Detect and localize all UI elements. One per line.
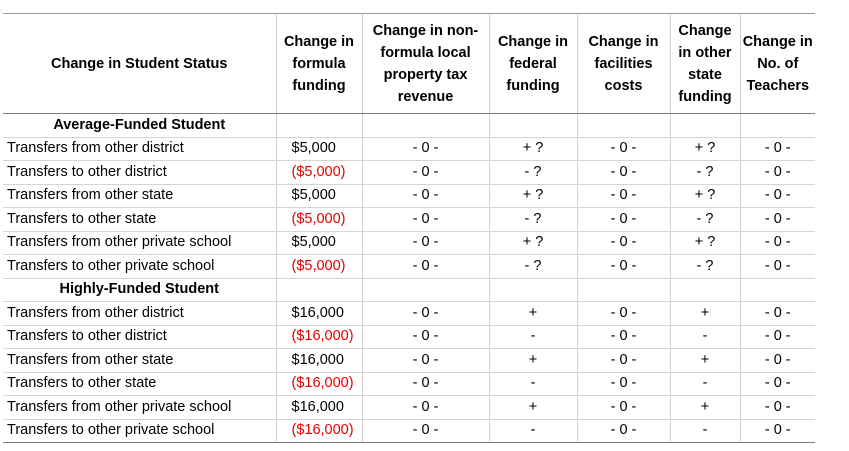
teachers-cell: - 0 - xyxy=(740,302,815,326)
teachers-cell: - 0 - xyxy=(740,372,815,396)
empty-cell xyxy=(362,114,489,138)
other-state-funding-cell: - ? xyxy=(670,161,740,185)
formula-funding-cell: ($16,000) xyxy=(276,372,362,396)
header-row xyxy=(3,14,815,114)
table-row xyxy=(3,137,815,161)
property-tax-cell: - 0 - xyxy=(362,419,489,443)
property-tax-cell: - 0 - xyxy=(362,302,489,326)
teachers-cell: - 0 - xyxy=(740,137,815,161)
table-row xyxy=(3,325,815,349)
teachers-cell: - 0 - xyxy=(740,161,815,185)
federal-funding-cell: - ? xyxy=(489,255,577,279)
empty-cell xyxy=(740,114,815,138)
header-teachers: Change in No. of Teachers xyxy=(740,14,815,114)
formula-funding-cell: ($16,000) xyxy=(276,325,362,349)
student-status-cell: Transfers to other state xyxy=(3,208,276,232)
formula-funding-cell: ($16,000) xyxy=(276,419,362,443)
facilities-costs-cell: - 0 - xyxy=(577,231,670,255)
facilities-costs-cell: - 0 - xyxy=(577,184,670,208)
property-tax-cell: - 0 - xyxy=(362,372,489,396)
federal-funding-cell: + ? xyxy=(489,137,577,161)
formula-funding-cell: ($5,000) xyxy=(276,255,362,279)
other-state-funding-cell: + xyxy=(670,302,740,326)
empty-cell xyxy=(670,278,740,302)
property-tax-cell: - 0 - xyxy=(362,137,489,161)
formula-funding-cell: $16,000 xyxy=(276,302,362,326)
formula-funding-cell: $16,000 xyxy=(276,396,362,420)
formula-funding-cell: $5,000 xyxy=(276,184,362,208)
teachers-cell: - 0 - xyxy=(740,231,815,255)
federal-funding-cell: - ? xyxy=(489,161,577,185)
facilities-costs-cell: - 0 - xyxy=(577,325,670,349)
other-state-funding-cell: + xyxy=(670,349,740,373)
property-tax-cell: - 0 - xyxy=(362,208,489,232)
table-row xyxy=(3,208,815,232)
property-tax-cell: - 0 - xyxy=(362,184,489,208)
federal-funding-cell: - xyxy=(489,325,577,349)
facilities-costs-cell: - 0 - xyxy=(577,161,670,185)
funding-table-container xyxy=(3,13,815,443)
other-state-funding-cell: - ? xyxy=(670,255,740,279)
federal-funding-cell: - ? xyxy=(489,208,577,232)
section-header-row xyxy=(3,114,815,138)
header-student-status: Change in Student Status xyxy=(3,14,276,114)
federal-funding-cell: + ? xyxy=(489,184,577,208)
student-status-cell: Transfers to other state xyxy=(3,372,276,396)
federal-funding-cell: - xyxy=(489,372,577,396)
student-status-cell: Transfers to other private school xyxy=(3,419,276,443)
header-federal-funding: Change in federal funding xyxy=(489,14,577,114)
header-other-state-funding: Change in other state funding xyxy=(670,14,740,114)
student-status-cell: Transfers from other private school xyxy=(3,231,276,255)
empty-cell xyxy=(362,278,489,302)
other-state-funding-cell: + ? xyxy=(670,184,740,208)
empty-cell xyxy=(740,278,815,302)
other-state-funding-cell: - xyxy=(670,372,740,396)
header-formula-funding: Change in formula funding xyxy=(276,14,362,114)
table-row xyxy=(3,372,815,396)
header-facilities-costs: Change in facilities costs xyxy=(577,14,670,114)
teachers-cell: - 0 - xyxy=(740,325,815,349)
other-state-funding-cell: - xyxy=(670,325,740,349)
property-tax-cell: - 0 - xyxy=(362,349,489,373)
other-state-funding-cell: - xyxy=(670,419,740,443)
student-status-cell: Transfers from other state xyxy=(3,184,276,208)
teachers-cell: - 0 - xyxy=(740,208,815,232)
table-row xyxy=(3,161,815,185)
teachers-cell: - 0 - xyxy=(740,419,815,443)
facilities-costs-cell: - 0 - xyxy=(577,208,670,232)
section-header-row xyxy=(3,278,815,302)
table-row xyxy=(3,184,815,208)
table-row xyxy=(3,419,815,443)
property-tax-cell: - 0 - xyxy=(362,161,489,185)
empty-cell xyxy=(670,114,740,138)
section-title: Average-Funded Student xyxy=(3,114,276,138)
other-state-funding-cell: - ? xyxy=(670,208,740,232)
student-status-cell: Transfers to other district xyxy=(3,161,276,185)
facilities-costs-cell: - 0 - xyxy=(577,396,670,420)
student-status-cell: Transfers from other state xyxy=(3,349,276,373)
table-row xyxy=(3,302,815,326)
facilities-costs-cell: - 0 - xyxy=(577,137,670,161)
formula-funding-cell: $16,000 xyxy=(276,349,362,373)
student-status-cell: Transfers to other private school xyxy=(3,255,276,279)
empty-cell xyxy=(577,114,670,138)
empty-cell xyxy=(577,278,670,302)
table-row xyxy=(3,231,815,255)
property-tax-cell: - 0 - xyxy=(362,255,489,279)
formula-funding-cell: ($5,000) xyxy=(276,161,362,185)
facilities-costs-cell: - 0 - xyxy=(577,349,670,373)
funding-change-table xyxy=(3,13,815,443)
student-status-cell: Transfers from other district xyxy=(3,137,276,161)
federal-funding-cell: - xyxy=(489,419,577,443)
header-property-tax: Change in non-formula local property tax revenue xyxy=(362,14,489,114)
federal-funding-cell: + ? xyxy=(489,231,577,255)
student-status-cell: Transfers from other private school xyxy=(3,396,276,420)
section-title: Highly-Funded Student xyxy=(3,278,276,302)
property-tax-cell: - 0 - xyxy=(362,396,489,420)
facilities-costs-cell: - 0 - xyxy=(577,372,670,396)
formula-funding-cell: $5,000 xyxy=(276,231,362,255)
property-tax-cell: - 0 - xyxy=(362,325,489,349)
federal-funding-cell: + xyxy=(489,396,577,420)
facilities-costs-cell: - 0 - xyxy=(577,419,670,443)
teachers-cell: - 0 - xyxy=(740,396,815,420)
federal-funding-cell: + xyxy=(489,349,577,373)
other-state-funding-cell: + ? xyxy=(670,231,740,255)
formula-funding-cell: ($5,000) xyxy=(276,208,362,232)
table-row xyxy=(3,349,815,373)
student-status-cell: Transfers to other district xyxy=(3,325,276,349)
empty-cell xyxy=(276,278,362,302)
teachers-cell: - 0 - xyxy=(740,255,815,279)
table-row xyxy=(3,396,815,420)
student-status-cell: Transfers from other district xyxy=(3,302,276,326)
teachers-cell: - 0 - xyxy=(740,184,815,208)
empty-cell xyxy=(276,114,362,138)
empty-cell xyxy=(489,278,577,302)
formula-funding-cell: $5,000 xyxy=(276,137,362,161)
table-body xyxy=(3,114,815,443)
federal-funding-cell: + xyxy=(489,302,577,326)
other-state-funding-cell: + xyxy=(670,396,740,420)
facilities-costs-cell: - 0 - xyxy=(577,302,670,326)
teachers-cell: - 0 - xyxy=(740,349,815,373)
property-tax-cell: - 0 - xyxy=(362,231,489,255)
facilities-costs-cell: - 0 - xyxy=(577,255,670,279)
empty-cell xyxy=(489,114,577,138)
other-state-funding-cell: + ? xyxy=(670,137,740,161)
table-row xyxy=(3,255,815,279)
